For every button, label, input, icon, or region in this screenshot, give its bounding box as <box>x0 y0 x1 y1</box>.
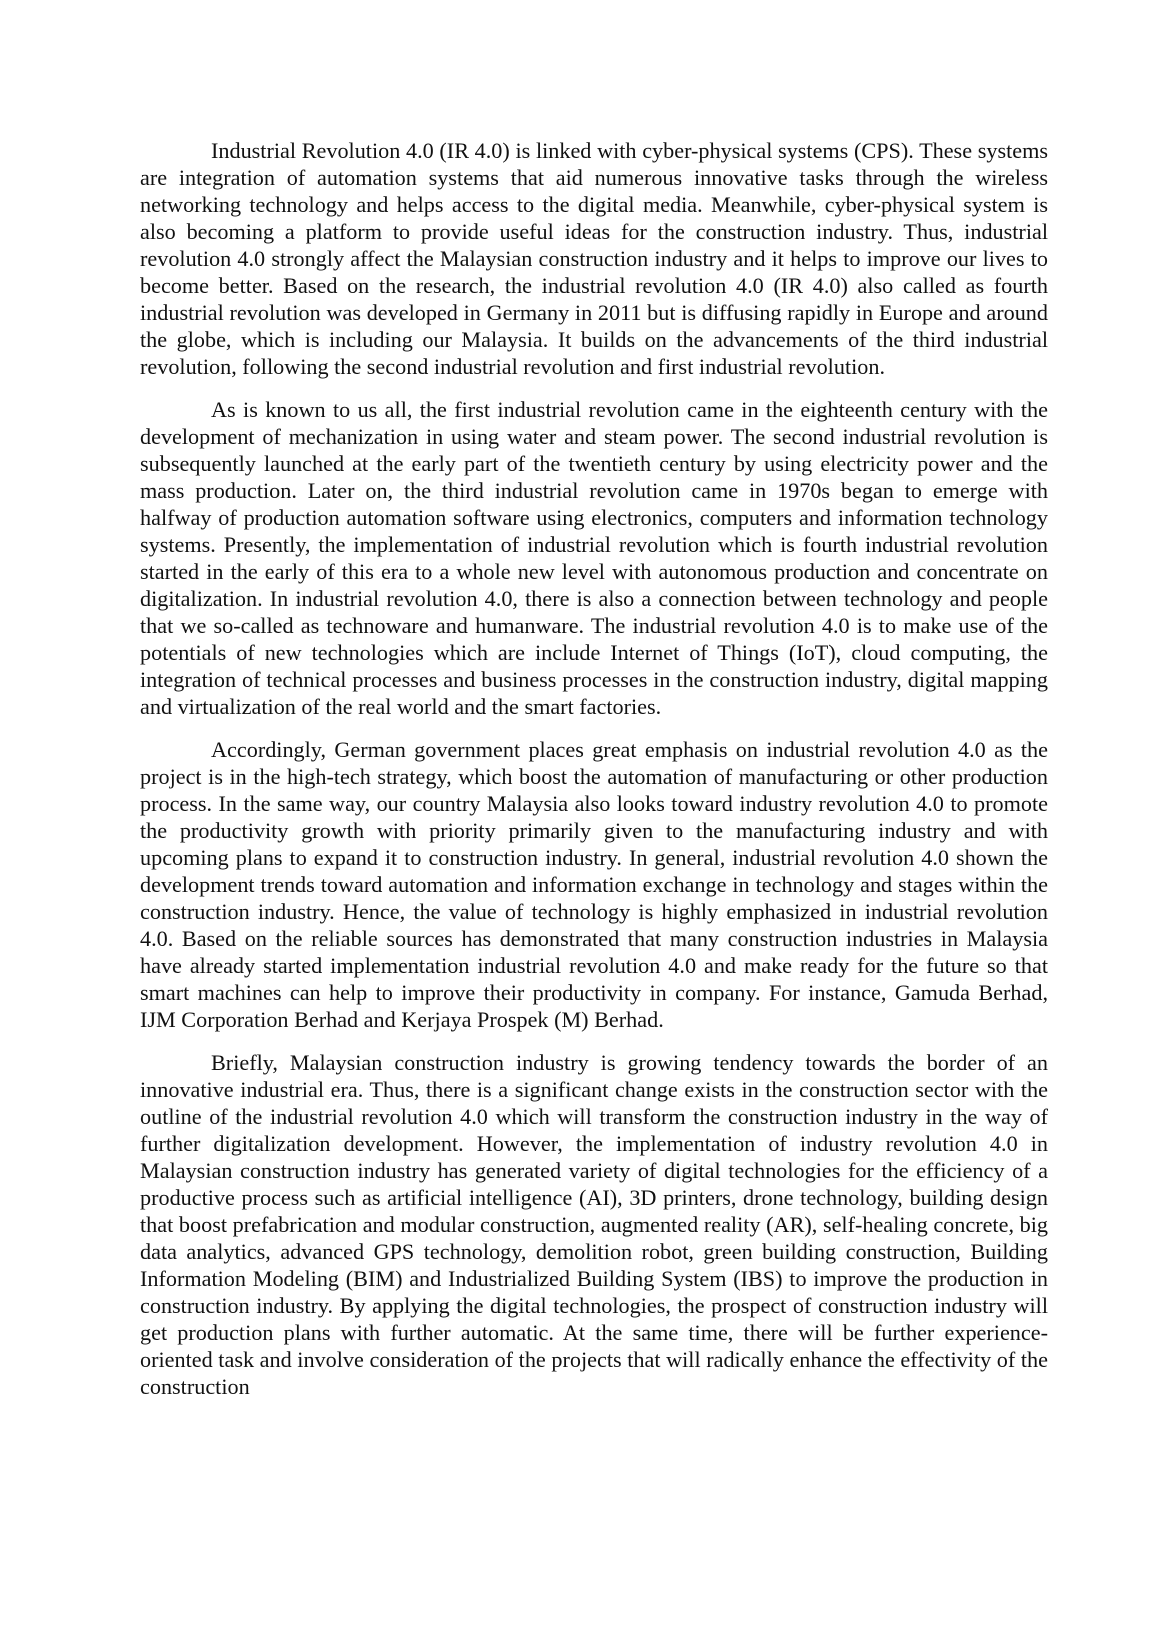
document-body <box>140 137 1048 1416</box>
paragraph-digital-technologies: Briefly, Malaysian construction industry is growing tendency towards the border of an innovative industrial era. Thus, there is a significant change exists in the construction sector with the outline of the industrial revolution 4.0 which will transform the construction industry in the way of further digitalization development. However, the implementation of industry revolution 4.0 in Malaysian construction industry has generated variety of digital technologies for the efficiency of a productive process such as artificial intelligence (AI), 3D printers, drone technology, building design that boost prefabrication and modular construction, augmented reality (AR), self-healing concrete, big data analytics, advanced GPS technology, demolition robot, green building construction, Building Information Modeling (BIM) and Industrialized Building System (IBS) to improve the production in construction industry. By applying the digital technologies, the prospect of construction industry will get production plans with further automatic. At the same time, there will be further experience-oriented task and involve consideration of the projects that will radically enhance the effectivity of the construction <box>140 1050 1048 1399</box>
paragraph-revolution-history: As is known to us all, the first industrial revolution came in the eighteenth century with the development of mechanization in using water and steam power. The second industrial revolution is subsequently launched at the early part of the twentieth century by using electricity power and the mass production. Later on, the third industrial revolution came in 1970s began to emerge with halfway of production automation software using electronics, computers and information technology systems. Presently, the implementation of industrial revolution which is fourth industrial revolution started in the early of this era to a whole new level with autonomous production and concentrate on digitalization. In industrial revolution 4.0, there is also a connection between technology and people that we so-called as technoware and humanware. The industrial revolution 4.0 is to make use of the potentials of new technologies which are include Internet of Things (IoT), cloud computing, the integration of technical processes and business processes in the construction industry, digital mapping and virtualization of the real world and the smart factories. <box>140 397 1048 719</box>
paragraph-ir40-intro: Industrial Revolution 4.0 (IR 4.0) is linked with cyber-physical systems (CPS). These systems are integration of automation systems that aid numerous innovative tasks through the wireless networking technology and helps access to the digital media. Meanwhile, cyber-physical system is also becoming a platform to provide useful ideas for the construction industry. Thus, industrial revolution 4.0 strongly affect the Malaysian construction industry and it helps to improve our lives to become better. Based on the research, the industrial revolution 4.0 (IR 4.0) also called as fourth industrial revolution was developed in Germany in 2011 but is diffusing rapidly in Europe and around the globe, which is including our Malaysia. It builds on the advancements of the third industrial revolution, following the second industrial revolution and first industrial revolution. <box>140 138 1048 379</box>
paragraph-german-malaysia-adoption: Accordingly, German government places great emphasis on industrial revolution 4.0 as the project is in the high-tech strategy, which boost the automation of manufacturing or other production process. In the same way, our country Malaysia also looks toward industry revolution 4.0 to promote the productivity growth with priority primarily given to the manufacturing industry and with upcoming plans to expand it to construction industry. In general, industrial revolution 4.0 shown the development trends toward automation and information exchange in technology and stages within the construction industry. Hence, the value of technology is highly emphasized in industrial revolution 4.0. Based on the reliable sources has demonstrated that many construction industries in Malaysia have already started implementation industrial revolution 4.0 and make ready for the future so that smart machines can help to improve their productivity in company. For instance, Gamuda Berhad, IJM Corporation Berhad and Kerjaya Prospek (M) Berhad. <box>140 737 1048 1032</box>
